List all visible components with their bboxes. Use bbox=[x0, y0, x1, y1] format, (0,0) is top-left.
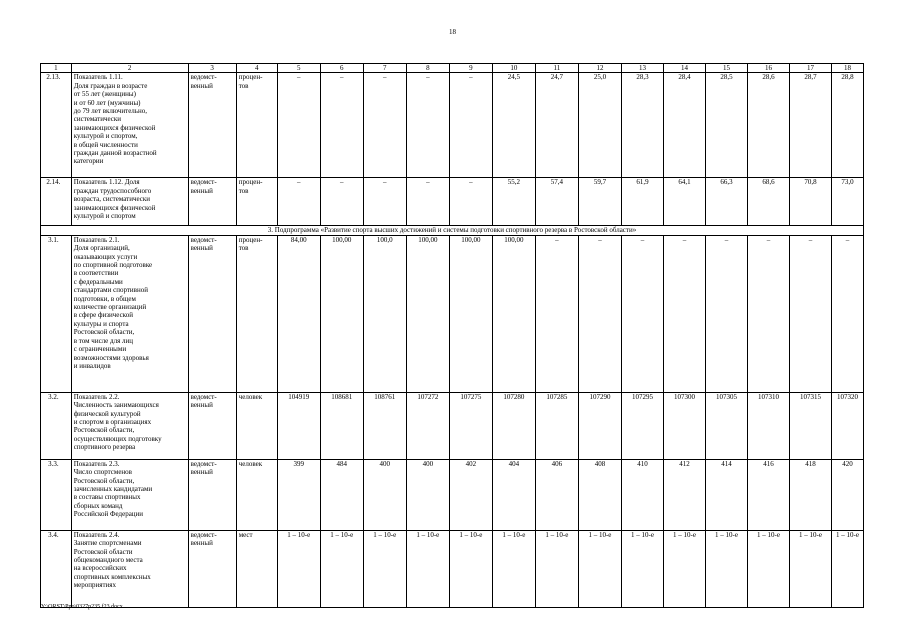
indicator-type: ведомст- венный bbox=[188, 392, 236, 459]
value-cell: – bbox=[406, 178, 449, 226]
value-cell: – bbox=[449, 73, 492, 178]
file-path-footer: Y:\ORST\Ppo\0327p235.f23.docx bbox=[41, 604, 123, 610]
value-cell: – bbox=[663, 235, 705, 392]
value-cell: 100,00 bbox=[320, 235, 363, 392]
value-cell: – bbox=[363, 178, 406, 226]
value-cell: 1 – 10-е bbox=[621, 530, 663, 607]
value-cell: 108681 bbox=[320, 392, 363, 459]
value-cell: 1 – 10-е bbox=[449, 530, 492, 607]
value-cell: 400 bbox=[406, 459, 449, 530]
value-cell: 24,5 bbox=[492, 73, 535, 178]
section-title: 3. Подпрограмма «Развитие спорта высших достижений и системы подготовки спортивного резерва в Ростовской области» bbox=[41, 226, 864, 235]
column-number: 18 bbox=[832, 64, 864, 73]
value-cell: – bbox=[832, 235, 864, 392]
value-cell: 108761 bbox=[363, 392, 406, 459]
section-row bbox=[41, 226, 864, 235]
value-cell: – bbox=[320, 178, 363, 226]
value-cell: 104919 bbox=[277, 392, 320, 459]
value-cell: 61,9 bbox=[621, 178, 663, 226]
table-row bbox=[41, 73, 864, 178]
value-cell: 414 bbox=[705, 459, 747, 530]
row-number: 2.14. bbox=[41, 178, 72, 226]
value-cell: 28,5 bbox=[705, 73, 747, 178]
value-cell: 107275 bbox=[449, 392, 492, 459]
column-number: 6 bbox=[320, 64, 363, 73]
indicator-type: ведомст- венный bbox=[188, 73, 236, 178]
row-number: 3.1. bbox=[41, 235, 72, 392]
table-row bbox=[41, 235, 864, 392]
indicator-name: Показатель 1.12. Доля граждан трудоспособного возраста, систематически занимающихся физической культурой и спортом bbox=[71, 178, 188, 226]
value-cell: 107305 bbox=[705, 392, 747, 459]
indicator-name: Показатель 2.2. Численность занимающихся физической культурой и спортом в организациях Ростовской области, осуществляющих подготовку спортивного резерва bbox=[71, 392, 188, 459]
unit: процен- тов bbox=[236, 178, 277, 226]
column-number: 2 bbox=[71, 64, 188, 73]
value-cell: 107300 bbox=[663, 392, 705, 459]
value-cell: 1 – 10-е bbox=[748, 530, 790, 607]
value-cell: 399 bbox=[277, 459, 320, 530]
value-cell: 412 bbox=[663, 459, 705, 530]
indicator-name: Показатель 2.3. Число спортсменов Ростовской области, зачисленных кандидатами в составы спортивных сборных команд Российской Федерации bbox=[71, 459, 188, 530]
value-cell: 1 – 10-е bbox=[663, 530, 705, 607]
value-cell: 100,00 bbox=[406, 235, 449, 392]
value-cell: 410 bbox=[621, 459, 663, 530]
column-number: 8 bbox=[406, 64, 449, 73]
value-cell: 1 – 10-е bbox=[705, 530, 747, 607]
column-number: 17 bbox=[790, 64, 832, 73]
value-cell: 64,1 bbox=[663, 178, 705, 226]
value-cell: 107295 bbox=[621, 392, 663, 459]
value-cell: 406 bbox=[535, 459, 578, 530]
value-cell: 100,0 bbox=[363, 235, 406, 392]
value-cell: 28,4 bbox=[663, 73, 705, 178]
column-number: 4 bbox=[236, 64, 277, 73]
column-number: 15 bbox=[705, 64, 747, 73]
value-cell: 28,7 bbox=[790, 73, 832, 178]
value-cell: 107310 bbox=[748, 392, 790, 459]
unit: мест bbox=[236, 530, 277, 607]
column-number: 13 bbox=[621, 64, 663, 73]
value-cell: – bbox=[748, 235, 790, 392]
value-cell: 70,8 bbox=[790, 178, 832, 226]
column-number: 14 bbox=[663, 64, 705, 73]
unit: процен- тов bbox=[236, 73, 277, 178]
column-number: 1 bbox=[41, 64, 72, 73]
column-number: 9 bbox=[449, 64, 492, 73]
value-cell: – bbox=[449, 178, 492, 226]
value-cell: 25,0 bbox=[578, 73, 621, 178]
unit: человек bbox=[236, 459, 277, 530]
value-cell: 1 – 10-е bbox=[790, 530, 832, 607]
column-number: 11 bbox=[535, 64, 578, 73]
indicator-type: ведомст- венный bbox=[188, 459, 236, 530]
indicator-type: ведомст- венный bbox=[188, 178, 236, 226]
table-row bbox=[41, 459, 864, 530]
value-cell: 73,0 bbox=[832, 178, 864, 226]
indicator-type: ведомст- венный bbox=[188, 530, 236, 607]
value-cell: 416 bbox=[748, 459, 790, 530]
value-cell: – bbox=[621, 235, 663, 392]
value-cell: 1 – 10-е bbox=[492, 530, 535, 607]
row-number: 3.3. bbox=[41, 459, 72, 530]
value-cell: – bbox=[578, 235, 621, 392]
value-cell: – bbox=[705, 235, 747, 392]
value-cell: 1 – 10-е bbox=[535, 530, 578, 607]
value-cell: 28,3 bbox=[621, 73, 663, 178]
table-row bbox=[41, 178, 864, 226]
indicator-type: ведомст- венный bbox=[188, 235, 236, 392]
value-cell: 1 – 10-е bbox=[363, 530, 406, 607]
page-number: 18 bbox=[449, 28, 456, 36]
indicator-name: Показатель 1.11. Доля граждан в возрасте от 55 лет (женщины) и от 60 лет (мужчины) до 79 лет включительно, систематически занимающихся физической культурой и спортом, в общей численности граждан данной возрастной категории bbox=[71, 73, 188, 178]
row-number: 3.4. bbox=[41, 530, 72, 607]
column-number: 7 bbox=[363, 64, 406, 73]
value-cell: 84,00 bbox=[277, 235, 320, 392]
value-cell: 1 – 10-е bbox=[277, 530, 320, 607]
value-cell: 418 bbox=[790, 459, 832, 530]
unit: процен- тов bbox=[236, 235, 277, 392]
indicator-name: Показатель 2.4. Занятие спортсменами Ростовской области общекомандного места на всероссийских спортивных комплексных мероприятиях bbox=[71, 530, 188, 607]
value-cell: – bbox=[363, 73, 406, 178]
unit: человек bbox=[236, 392, 277, 459]
value-cell: 1 – 10-е bbox=[832, 530, 864, 607]
value-cell: – bbox=[406, 73, 449, 178]
value-cell: 24,7 bbox=[535, 73, 578, 178]
column-number-row bbox=[41, 64, 864, 73]
column-number: 12 bbox=[578, 64, 621, 73]
column-number: 5 bbox=[277, 64, 320, 73]
value-cell: 100,00 bbox=[449, 235, 492, 392]
table-row bbox=[41, 530, 864, 607]
value-cell: – bbox=[790, 235, 832, 392]
table-row bbox=[41, 392, 864, 459]
value-cell: 59,7 bbox=[578, 178, 621, 226]
value-cell: – bbox=[320, 73, 363, 178]
indicator-name: Показатель 2.1. Доля организаций, оказывающих услуги по спортивной подготовке в соответствии с федеральными стандартами спортивной подготовки, в общем количестве организаций в сфере физической культуры и спорта Ростовской области, в том числе для лиц с ограниченными возможностями здоровья и инвалидов bbox=[71, 235, 188, 392]
value-cell: 107285 bbox=[535, 392, 578, 459]
row-number: 2.13. bbox=[41, 73, 72, 178]
value-cell: – bbox=[277, 73, 320, 178]
value-cell: 107290 bbox=[578, 392, 621, 459]
value-cell: 107320 bbox=[832, 392, 864, 459]
value-cell: – bbox=[535, 235, 578, 392]
value-cell: 402 bbox=[449, 459, 492, 530]
row-number: 3.2. bbox=[41, 392, 72, 459]
value-cell: 408 bbox=[578, 459, 621, 530]
value-cell: – bbox=[277, 178, 320, 226]
value-cell: 28,8 bbox=[832, 73, 864, 178]
value-cell: 107272 bbox=[406, 392, 449, 459]
value-cell: 1 – 10-е bbox=[578, 530, 621, 607]
value-cell: 28,6 bbox=[748, 73, 790, 178]
value-cell: 107280 bbox=[492, 392, 535, 459]
value-cell: 1 – 10-е bbox=[406, 530, 449, 607]
column-number: 10 bbox=[492, 64, 535, 73]
value-cell: 55,2 bbox=[492, 178, 535, 226]
value-cell: 400 bbox=[363, 459, 406, 530]
value-cell: 68,6 bbox=[748, 178, 790, 226]
value-cell: 100,00 bbox=[492, 235, 535, 392]
value-cell: 1 – 10-е bbox=[320, 530, 363, 607]
value-cell: 57,4 bbox=[535, 178, 578, 226]
value-cell: 420 bbox=[832, 459, 864, 530]
value-cell: 484 bbox=[320, 459, 363, 530]
value-cell: 107315 bbox=[790, 392, 832, 459]
indicators-table bbox=[40, 63, 864, 608]
value-cell: 66,3 bbox=[705, 178, 747, 226]
value-cell: 404 bbox=[492, 459, 535, 530]
column-number: 16 bbox=[748, 64, 790, 73]
column-number: 3 bbox=[188, 64, 236, 73]
